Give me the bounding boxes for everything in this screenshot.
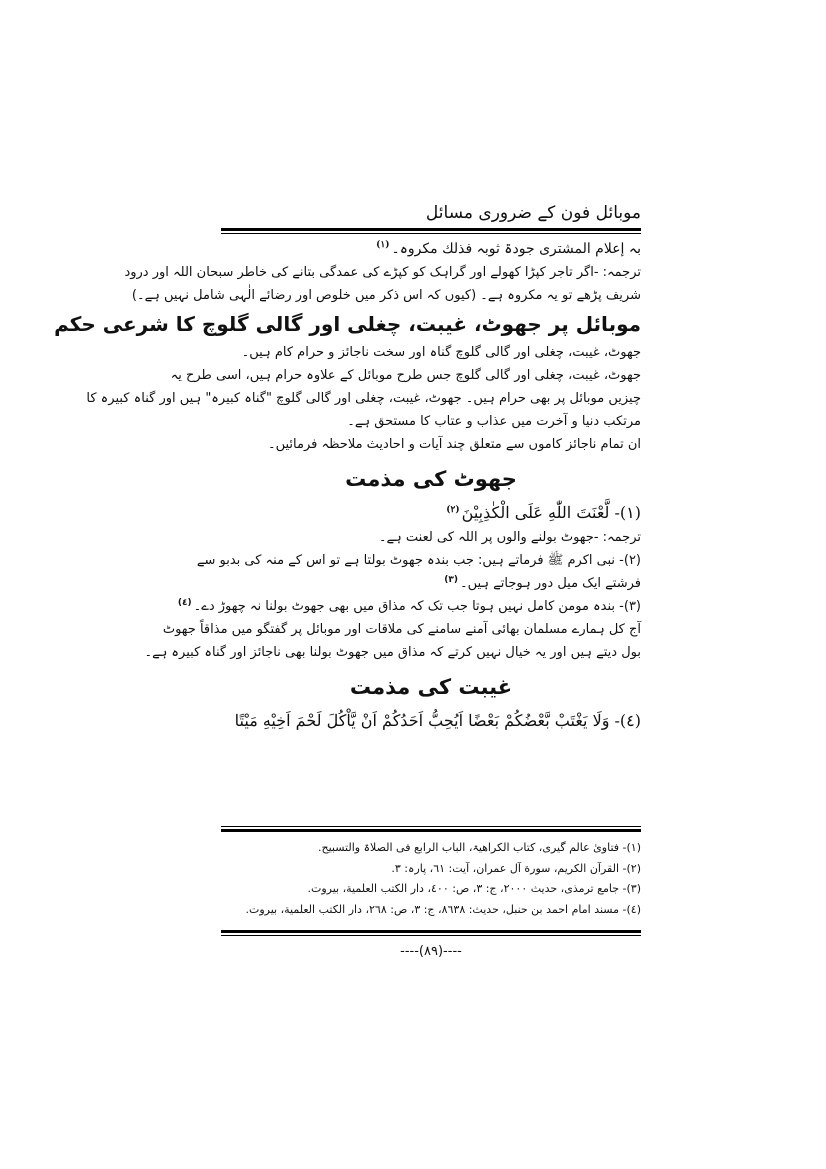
footnote-2: (٢)- القرآن الكريم، سورة آل عمران، آیت: ٦١، پارہ: ٣.	[391, 861, 641, 875]
arabic-quote: بہ إعلام المشتری جودۃ ثوبہ فذلك مكروہ۔	[391, 241, 641, 257]
footnote-ref-1: (١)	[376, 240, 390, 251]
footnote-ref-4: (٤)	[177, 597, 192, 608]
section-heading-backbiting: غیبت کی مذمت	[349, 675, 513, 699]
quran-verse-1	[221, 500, 641, 526]
verse-translation: ترجمہ: -جھوٹ بولنے والوں پر اللہ کی لعنت ہے۔	[378, 530, 641, 545]
page-number: ----(٨٩)----	[400, 944, 462, 959]
running-header: موبائل فون کے ضروری مسائل	[425, 203, 641, 223]
page-number-rule-thin	[221, 935, 641, 936]
translation-line: ترجمہ: -اگر تاجر کپڑا کھولے اور گراہک کو کپڑے کی عمدگی بتانے کی خاطر سبحان اللہ اور درود	[124, 265, 641, 280]
paragraph-line: جھوٹ، غیبت، چغلی اور گالی گلوچ گناہ اور سخت ناجائز و حرام کام ہیں۔	[241, 345, 641, 360]
translation-line: شریف پڑھے تو یہ مکروہ ہے۔ (کیوں کہ اس ذکر میں خلوص اور رضائے الٰہی شامل نہیں ہے۔)	[131, 288, 641, 303]
paragraph-line: جھوٹ، غیبت، چغلی اور گالی گلوچ جس طرح موبائل کے علاوہ حرام ہیں، اسی طرح یہ	[170, 368, 641, 383]
quran-verse-4: (٤)- وَلَا يَغْتَبْ بَّعْضُكُمْ بَعْضًا اَيُحِبُّ اَحَدُكُمْ اَنْ يَّاْكُلَ لَحْمَ اَخِيْهِ مَيْتًا	[234, 711, 641, 730]
hadith-2-line	[221, 572, 641, 595]
hadith-2-end: فرشتے ایک میل دور ہوجاتے ہیں۔	[459, 576, 641, 591]
footnote-ref-3: (٣)	[444, 574, 458, 585]
footnote-ref-2: (٢)	[446, 504, 460, 515]
page-number-rule-thick	[221, 930, 641, 933]
header-rule-thick	[221, 228, 641, 231]
paragraph-line: ان تمام ناجائز کاموں سے متعلق چند آیات و احادیث ملاحظہ فرمائیں۔	[268, 437, 641, 452]
footnote-rule-top	[221, 826, 641, 827]
paragraph-line: چیزیں موبائل پر بھی حرام ہیں۔ جھوٹ، غیبت، چغلی اور گالی گلوچ "گناہ کبیرہ" ہیں اور گناہ کبیرہ کا	[86, 391, 641, 406]
header-rule-thin	[221, 233, 641, 234]
main-text	[54, 238, 641, 734]
hadith-2-line: (٢)- نبی اکرم ﷺ فرماتے ہیں: جب بندہ جھوٹ بولتا ہے تو اس کے منہ کی بدبو سے	[196, 553, 641, 568]
paragraph-line: مرتکب دنیا و آخرت میں عذاب و عتاب کا مستحق ہے۔	[347, 414, 641, 429]
section-heading-lying: جھوٹ کی مذمت	[345, 467, 517, 491]
hadith-3-text: (٣)- بندہ مومن کامل نہیں ہوتا جب تک کہ مذاق میں بھی جھوٹ بولنا نہ چھوڑ دے۔	[193, 599, 641, 614]
footnote-1: (١)- فتاویٰ عالم گیری، کتاب الکراھیۃ، الباب الرابع فی الصلاۃ والتسبیح.	[317, 841, 641, 854]
section-heading-ruling: موبائل پر جھوٹ، غیبت، چغلی اور گالی گلوچ کا شرعی حکم	[54, 312, 641, 336]
verse-text: (١)- لَّعْنَتَ اللّٰهِ عَلَى الْكٰذِبِيْنَ	[461, 503, 641, 522]
hadith-3-line	[177, 595, 641, 618]
paragraph-line: آج کل ہمارے مسلمان بھائی آمنے سامنے کی ملاقات اور موبائل پر گفتگو میں مذاقاً جھوٹ	[162, 622, 641, 637]
footnote-rule-bottom	[221, 829, 641, 832]
paragraph-line: بول دیتے ہیں اور یہ خیال نہیں کرتے کہ مذاق میں جھوٹ بولنا بھی ناجائز اور گناہ کبیرہ ہے۔	[144, 645, 641, 660]
footnote-4: (٤)- مسند امام احمد بن حنبل، حدیث: ٨٦٣٨، ج: ٣، ص: ٢٦٨، دار الكتب العلمية، بيروت.	[245, 902, 641, 916]
footnote-3: (٣)- جامع ترمذی، حدیث ٢٠٠٠، ج: ٣، ص: ٤٠٠، دار الكتب العلمية، بيروت.	[307, 882, 641, 895]
arabic-quote-line	[221, 238, 641, 261]
footnotes	[221, 838, 641, 920]
